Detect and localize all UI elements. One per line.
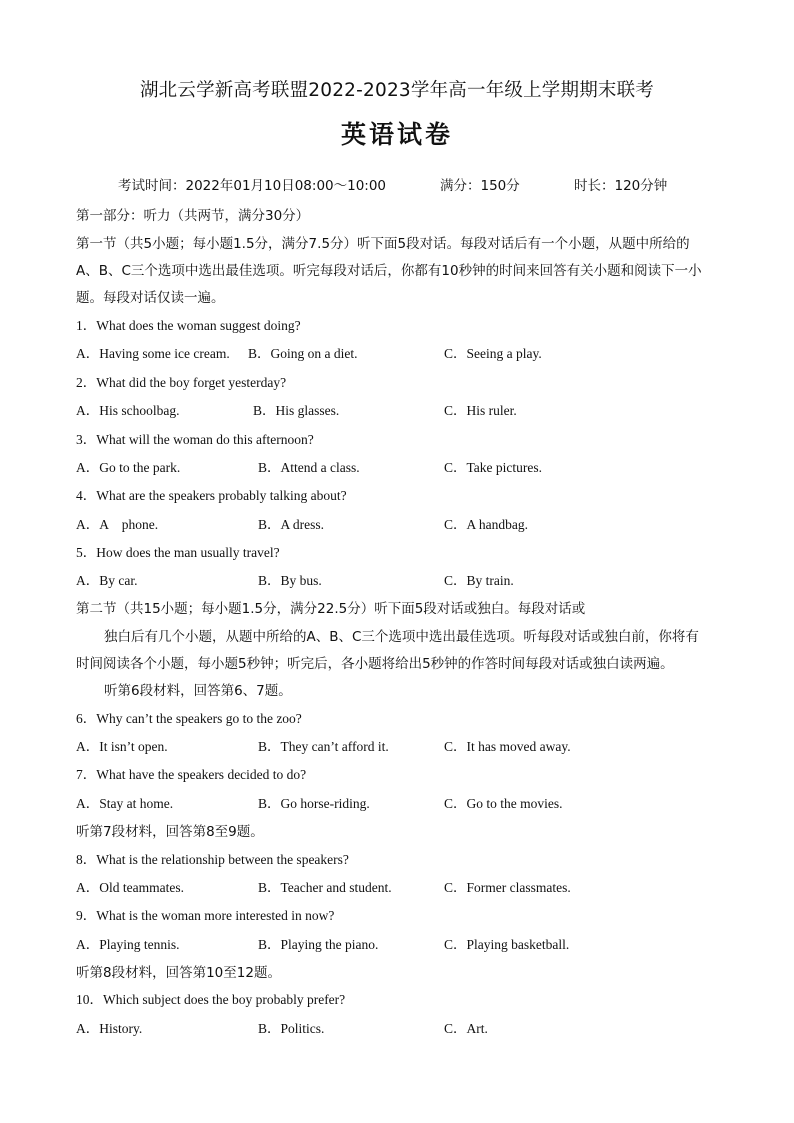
- section1-instructions-line1: 第一节（共5小题；每小题1.5分，满分7.5分）听下面5段对话。每段对话后有一个小题，从题中所给的: [76, 236, 690, 252]
- question-8: 8．What is the relationship between the speakers?: [76, 852, 349, 867]
- section2-instructions-line3: 时间阅读各个小题，每小题5秒钟；听完后，各小题将给出5秒钟的作答时间每段对话或独白读两遍。: [76, 656, 674, 672]
- question-2-option-c: C．His ruler.: [444, 403, 517, 418]
- exam-score: 满分：150分: [440, 178, 520, 194]
- question-4-option-c: C．A handbag.: [444, 517, 528, 532]
- question-7: 7．What have the speakers decided to do?: [76, 767, 307, 782]
- question-7-option-c: C．Go to the movies.: [444, 796, 563, 811]
- question-2-option-b: B．His glasses.: [253, 403, 340, 418]
- question-5: 5．How does the man usually travel?: [76, 545, 280, 560]
- question-10-option-a: A．History.: [76, 1021, 143, 1036]
- question-5-option-b: B．By bus.: [258, 573, 322, 588]
- question-1-option-c: C．Seeing a play.: [444, 346, 542, 361]
- question-9: 9．What is the woman more interested in now?: [76, 908, 335, 923]
- exam-time: 考试时间：2022年01月10日08:00～10:00: [118, 178, 387, 194]
- material-6-note: 听第6段材料，回答第6、7题。: [104, 683, 292, 699]
- question-3-option-b: B．Attend a class.: [258, 460, 360, 475]
- question-8-option-a: A．Old teammates.: [76, 880, 184, 895]
- question-1: 1．What does the woman suggest doing?: [76, 318, 301, 333]
- question-4: 4．What are the speakers probably talking about?: [76, 488, 347, 503]
- question-2: 2．What did the boy forget yesterday?: [76, 375, 287, 390]
- question-6-option-b: B．They can’t afford it.: [258, 739, 389, 754]
- question-5-option-c: C．By train.: [444, 573, 514, 588]
- question-8-option-b: B．Teacher and student.: [258, 880, 392, 895]
- section2-instructions-line2: 独白后有几个小题，从题中所给的A、B、C三个选项中选出最佳选项。听每段对话或独白前，你将有: [104, 629, 699, 645]
- part1-heading: 第一部分：听力（共两节，满分30分）: [76, 208, 310, 224]
- question-6: 6．Why can’t the speakers go to the zoo?: [76, 711, 302, 726]
- exam-duration: 时长：120分钟: [574, 178, 668, 194]
- question-3-option-a: A．Go to the park.: [76, 460, 181, 475]
- exam-subtitle: 英语试卷: [340, 120, 453, 149]
- section1-instructions-line2: A、B、C三个选项中选出最佳选项。听完每段对话后，你都有10秒钟的时间来回答有关小题和阅读下一小: [76, 263, 702, 279]
- question-1-option-b: B．Going on a diet.: [248, 346, 358, 361]
- question-10-option-b: B．Politics.: [258, 1021, 325, 1036]
- material-7-note: 听第7段材料，回答第8至9题。: [76, 824, 264, 840]
- question-7-option-b: B．Go horse-riding.: [258, 796, 370, 811]
- question-6-option-a: A．It isn’t open.: [76, 739, 168, 754]
- question-5-option-a: A．By car.: [76, 573, 138, 588]
- question-10-option-c: C．Art.: [444, 1021, 488, 1036]
- question-8-option-c: C．Former classmates.: [444, 880, 571, 895]
- section2-instructions-line1: 第二节（共15小题；每小题1.5分，满分22.5分）听下面5段对话或独白。每段对话或: [76, 601, 586, 617]
- question-9-option-c: C．Playing basketball.: [444, 937, 570, 952]
- question-6-option-c: C．It has moved away.: [444, 739, 571, 754]
- question-9-option-a: A．Playing tennis.: [76, 937, 180, 952]
- question-10: 10．Which subject does the boy probably prefer?: [76, 992, 346, 1007]
- question-4-option-b: B．A dress.: [258, 517, 325, 532]
- material-8-note: 听第8段材料，回答第10至12题。: [76, 965, 281, 981]
- question-4-option-a: A．A phone.: [76, 517, 159, 532]
- question-3-option-c: C．Take pictures.: [444, 460, 543, 475]
- question-1-option-a: A．Having some ice cream.: [76, 346, 230, 361]
- question-7-option-a: A．Stay at home.: [76, 796, 174, 811]
- question-2-option-a: A．His schoolbag.: [76, 403, 180, 418]
- section1-instructions-line3: 题。每段对话仅读一遍。: [76, 290, 225, 306]
- exam-title: 湖北云学新高考联盟2022-2023学年高一年级上学期期末联考: [139, 80, 655, 101]
- question-9-option-b: B．Playing the piano.: [258, 937, 379, 952]
- question-3: 3．What will the woman do this afternoon?: [76, 432, 314, 447]
